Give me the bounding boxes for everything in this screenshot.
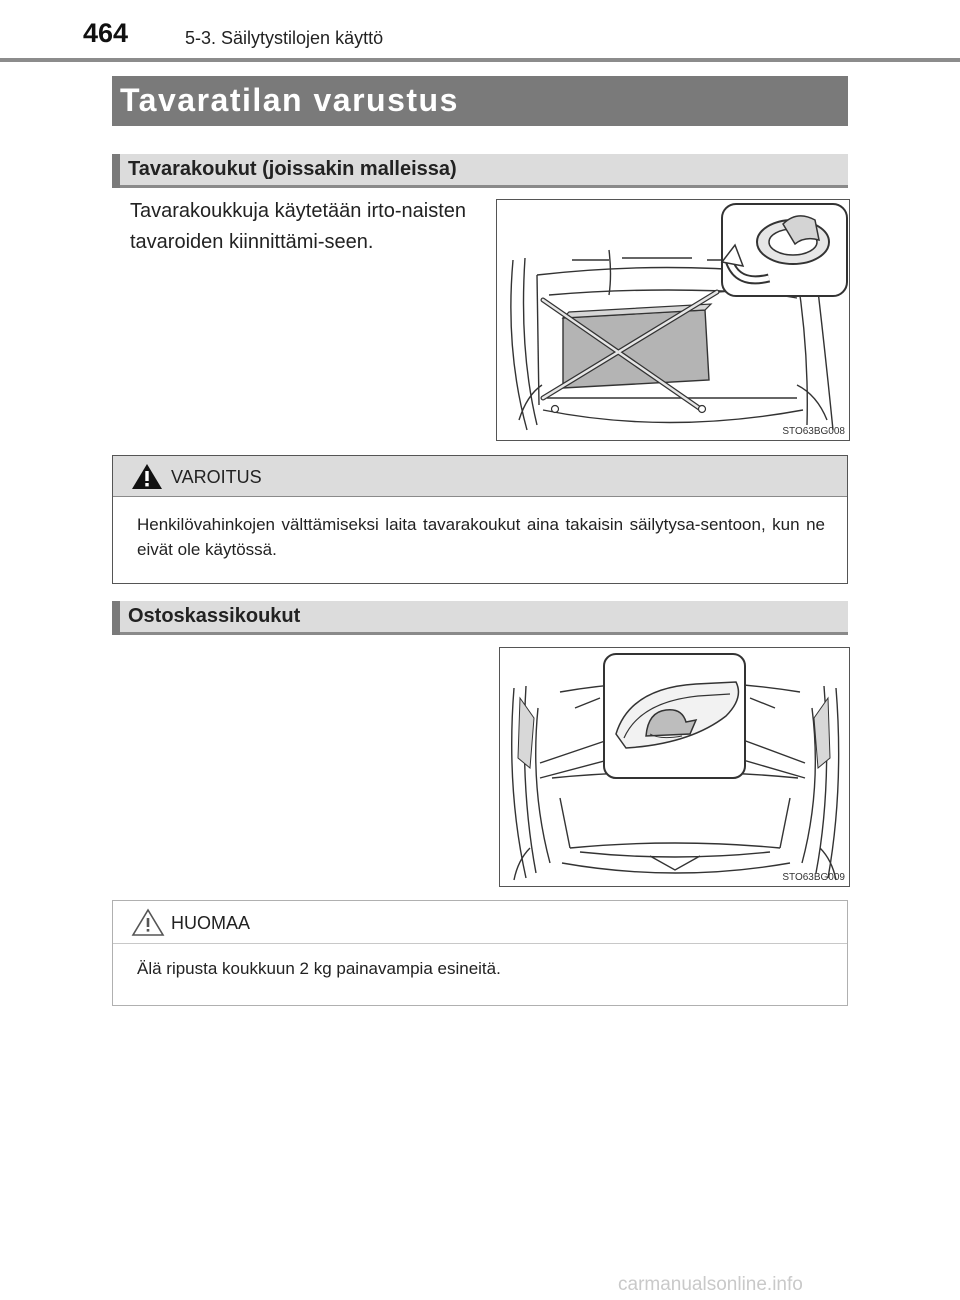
- trunk-with-bag-hook-drawing: [500, 648, 849, 886]
- shopping-hooks-illustration: [499, 647, 850, 887]
- page-number: 464: [83, 18, 129, 48]
- notice-label: HUOMAA: [171, 913, 251, 933]
- warning-header: [113, 456, 847, 497]
- warning-box: [112, 455, 848, 584]
- notice-triangle-icon: [131, 908, 165, 937]
- warning-text: Henkilövahinkojen välttämiseksi laita tavarakoukut aina takaisin säilytysa-sentoon, kun ne eivät ole käytössä.: [137, 515, 825, 559]
- notice-header: [113, 901, 847, 944]
- header-rule: [0, 58, 960, 62]
- subsection-heading-luggage-hooks: [112, 154, 848, 188]
- warning-label: VAROITUS: [171, 467, 262, 487]
- subsection-heading-shopping-hooks: [112, 601, 848, 635]
- section-title: Tavaratilan varustus: [120, 82, 459, 118]
- luggage-hooks-illustration: [496, 199, 850, 441]
- section-title-bar: [112, 76, 848, 126]
- figure-code: STO63BG008: [782, 426, 845, 437]
- trunk-with-net-drawing: [497, 200, 849, 440]
- chapter-title: 5-3. Säilytystilojen käyttö: [185, 28, 384, 48]
- notice-box: [112, 900, 848, 1006]
- warning-triangle-icon: [131, 463, 163, 490]
- subsection-heading-text: Ostoskassikoukut: [128, 605, 301, 627]
- watermark-text: carmanualsonline.info: [618, 1274, 803, 1295]
- luggage-hooks-description: Tavarakoukkuja käytetään irto-naisten tavaroiden kiinnittämi-seen.: [130, 200, 466, 253]
- subsection-heading-text: Tavarakoukut (joissakin malleissa): [128, 158, 457, 180]
- figure-code: STO63BG009: [782, 872, 845, 883]
- notice-text: Älä ripusta koukkuun 2 kg painavampia esineitä.: [137, 959, 501, 978]
